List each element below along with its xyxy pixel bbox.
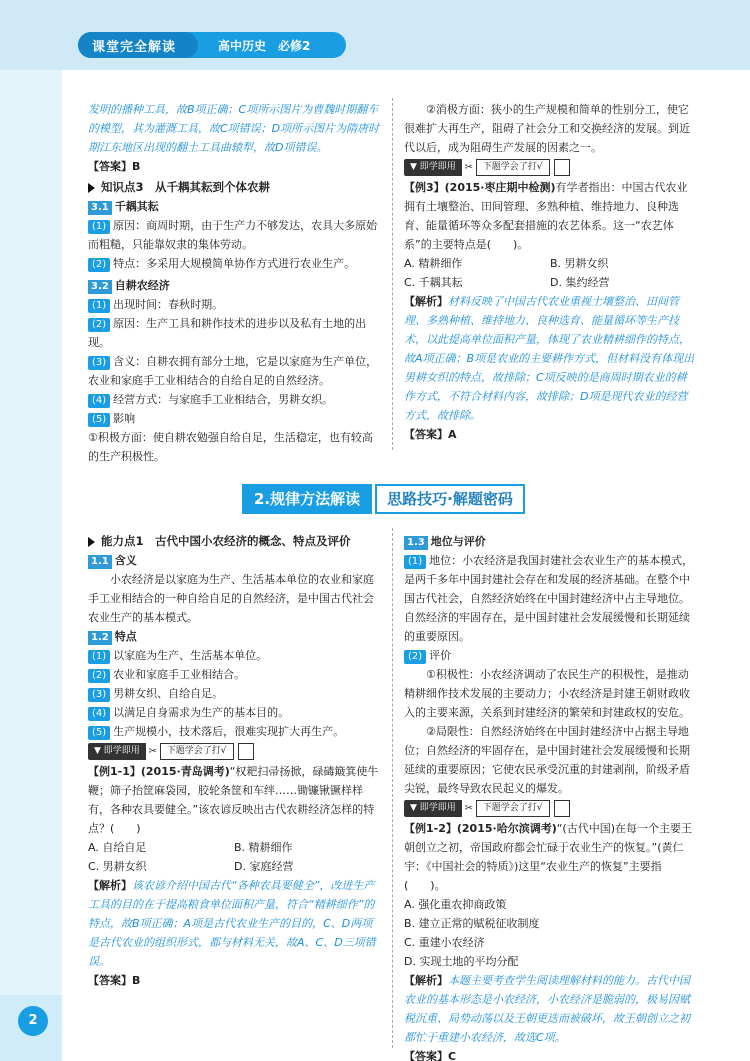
play-triangle-icon [88, 537, 95, 547]
checkbox[interactable] [554, 159, 570, 176]
item-number: (1) [88, 220, 110, 234]
practice-bar [88, 743, 380, 760]
answer-value: A [448, 428, 457, 441]
item-text: 经营方式：与家庭手工业相结合，男耕女织。 [113, 393, 334, 406]
page-header [0, 0, 750, 70]
item-text: 原因：商周时期，由于生产力不够发达，农具大多原始而粗糙，只能靠奴隶的集体劳动。 [88, 219, 378, 251]
example-text: “权耙扫帚扬掀，碌碡簸箕使牛鞭；筛子抬筐麻袋园，胶轮条筐和车绊……锄镰锹镢样样有，各种农具要健全。”该农谚反映出古代农耕经济怎样的特点？( ) [88, 765, 379, 835]
column-divider [392, 528, 393, 1048]
example-label: 【例3】(2015·枣庄期中检测) [404, 181, 556, 194]
item-number: (1) [88, 650, 110, 664]
section-number: 1.1 [88, 555, 112, 569]
item-text: 生产规模小，技术落后，很难实现扩大再生产。 [113, 725, 345, 738]
item-number: (5) [88, 726, 110, 740]
option-d: D. 家庭经营 [234, 860, 294, 873]
item-number: (5) [88, 413, 110, 427]
evaluation-negative: ②局限性：自然经济始终在中国封建经济中占据主导地位；自然经济的牢固存在，是中国封建社会发展缓慢和长期延续的重要原因；它使农民承受沉重的封建剥削，阶级矛盾尖锐，最终导致农民起义的爆发。 [404, 725, 690, 795]
column-divider [392, 98, 393, 450]
answer-label: 【答案】 [88, 160, 132, 173]
item-text: 以家庭为生产、生活基本单位。 [113, 649, 268, 662]
item-text: 农业和家庭手工业相结合。 [113, 668, 246, 681]
example-label: 【例1-1】(2015·青岛调考) [88, 765, 230, 778]
practice-bar [404, 800, 696, 817]
answer-label: 【答案】 [88, 974, 132, 987]
section-number: 1.3 [404, 536, 428, 550]
option-c: C. 重建小农经济 [404, 936, 485, 949]
item-number: (1) [88, 299, 110, 313]
option-a: A. 自给自足 [88, 841, 147, 854]
answer-value: B [132, 160, 141, 173]
item-number: (3) [88, 688, 110, 702]
practice-bar [404, 159, 696, 176]
left-margin-band [0, 0, 62, 1061]
option-d: D. 集约经营 [550, 276, 610, 289]
right-bottom-column [404, 532, 696, 1061]
item-text: 影响 [113, 412, 136, 425]
checkbox[interactable] [554, 800, 570, 817]
item-text: 出现时间：春秋时期。 [113, 298, 224, 311]
item-number: (3) [88, 356, 110, 370]
evaluation-positive: ①积极性：小农经济调动了农民生产的积极性，是推动精耕细作技术发展的主要动力；小农经济是封建王朝财政收入的主要来源，关系到封建经济的繁荣和封建政权的安危。 [404, 668, 690, 719]
item-text: 评价 [429, 649, 452, 662]
right-top-column [404, 100, 696, 444]
play-triangle-icon [88, 183, 95, 193]
option-b: B. 男耕女织 [550, 257, 609, 270]
options [88, 838, 380, 876]
option-a: A. 强化重农抑商政策 [404, 898, 507, 911]
practice-check-label: 下题学会了打√ [476, 800, 550, 817]
option-b: B. 精耕细作 [234, 841, 293, 854]
item-number: (2) [404, 650, 426, 664]
effect-negative: ②消极方面：狭小的生产规模和简单的性别分工，使它很难扩大再生产，阻碍了社会分工和交换经济的发展。到近代以后，成为阻碍生产发展的因素之一。 [404, 103, 690, 154]
section-title: 特点 [114, 630, 137, 643]
item-text: 男耕女织、自给自足。 [113, 687, 224, 700]
item-number: (4) [88, 707, 110, 721]
answer-value: C [448, 1050, 457, 1061]
item-text: 地位：小农经济是我国封建社会农业生产的基本模式，是两千多年中国封建社会存在和发展的经济基础。在整个中国古代社会，自然经济始终在中国封建经济中占主导地位。自然经济的牢固存在，是中国封建社会发展缓慢和长期延续的重要原因。 [404, 554, 694, 643]
analysis-label: 【解析】 [404, 974, 448, 987]
answer-label: 【答案】 [404, 428, 448, 441]
effect-positive: ①积极方面：使自耕农勉强自给自足，生活稳定，也有较高的生产积极性。 [88, 431, 373, 463]
item-text: 特点：多采用大规模简单协作方式进行农业生产。 [113, 257, 356, 270]
section-title: 自耕农经济 [114, 279, 170, 292]
section-number: 3.1 [88, 201, 112, 215]
practice-label: ▼ 即学即用 [404, 159, 462, 176]
option-b: B. 建立正常的赋税征收制度 [404, 917, 540, 930]
answer-label: 【答案】 [404, 1050, 448, 1061]
practice-check-label: 下题学会了打√ [476, 159, 550, 176]
scissors-icon: ✂ [464, 803, 473, 814]
example-text: “(古代中国)在每一个主要王朝创立之初，帝国政府都会忙碌于农业生产的恢复。”(黄仁宇：《中国社会的特质》)这里“农业生产的恢复”主要指( )。 [404, 822, 693, 892]
left-bottom-column [88, 532, 380, 990]
section-number: 1.2 [88, 631, 112, 645]
page-number: 2 [18, 1006, 48, 1036]
analysis-continuation: 发明的播种工具，故B项正确；C项所示图片为曹魏时期翻车的模型，其为灌溉工具，故C项错误；D项所示图片为隋唐时期江东地区出现的翻土工具曲辕犁，故D项错误。 [88, 103, 380, 154]
item-text: 含义：自耕农拥有部分土地，它是以家庭为生产单位，农业和家庭手工业相结合的自给自足的自然经济。 [88, 355, 378, 387]
section-banner [242, 484, 525, 514]
knowledge-point-3-title: 知识点3 从千耦其耘到个体农耕 [101, 180, 270, 194]
scissors-icon: ✂ [148, 746, 157, 757]
banner-title: 2.规律方法解读 [242, 484, 372, 514]
banner-subtitle: 思路技巧·解题密码 [375, 484, 525, 514]
header-title: 课堂完全解读 [92, 40, 177, 55]
example-label: 【例1-2】(2015·哈尔滨调考) [404, 822, 557, 835]
item-text: 原因：生产工具和耕作技术的进步以及私有土地的出现。 [88, 317, 367, 349]
option-d: D. 实现土地的平均分配 [404, 955, 519, 968]
analysis-text: 该农谚介绍中国古代“各种农具要健全”，改进生产工具的目的在于提高粮食单位面积产量，符合“精耕细作”的特点，故B项正确；A项是古代农业生产的目的，C、D两项是古代农业的组织形式，都与材料无关，故A、C、D三项错误。 [88, 879, 376, 968]
practice-label: ▼ 即学即用 [404, 800, 462, 817]
definition-text: 小农经济是以家庭为生产、生活基本单位的农业和家庭手工业相结合的一种自给自足的自然经济，是中国古代社会农业生产的基本模式。 [88, 573, 374, 624]
item-number: (4) [88, 394, 110, 408]
section-number: 3.2 [88, 280, 112, 294]
answer-value: B [132, 974, 141, 987]
option-c: C. 千耦其耘 [404, 276, 463, 289]
header-pill [78, 32, 346, 58]
item-number: (2) [88, 318, 110, 332]
practice-label: ▼ 即学即用 [88, 743, 146, 760]
ability-point-1-title: 能力点1 古代中国小农经济的概念、特点及评价 [101, 534, 351, 548]
example-text: 有学者指出：中国古代农业拥有土壤整治、田间管理、多熟种植、维持地力、良种选育、能量循环等众多配套措施的农艺体系。这一“农艺体系”的主要特点是( )。 [404, 181, 688, 251]
section-title: 地位与评价 [430, 535, 486, 548]
item-text: 以满足自身需求为生产的基本目的。 [113, 706, 290, 719]
header-subtitle: 高中历史 必修2 [218, 39, 311, 53]
analysis-text: 材料反映了中国古代农业重视土壤整治、田间管理、多熟种植、维持地力、良种选育、能量循环等生产技术，以此提高单位面积产量，体现了农业精耕细作的特点，故A项正确；B项是农业的主要耕作方式，但材料没有体现出男耕女织的特点，故排除；C项反映的是商周时期农业的耕作方式，不符合材料内容，故排除；D项是现代农业的经营方式，故排除。 [404, 295, 695, 422]
option-c: C. 男耕女织 [88, 860, 147, 873]
practice-check-label: 下题学会了打√ [160, 743, 234, 760]
options [404, 254, 696, 292]
item-number: (2) [88, 669, 110, 683]
analysis-text: 本题主要考查学生阅读理解材料的能力。古代中国农业的基本形态是小农经济，小农经济是脆弱的，极易因赋税沉重、局势动荡以及王朝更迭而被破坏，故王朝创立之初都忙于重建小农经济，故选C项。 [404, 974, 690, 1044]
analysis-label: 【解析】 [88, 879, 132, 892]
section-title: 含义 [114, 554, 137, 567]
checkbox[interactable] [238, 743, 254, 760]
item-number: (2) [88, 258, 110, 272]
scissors-icon: ✂ [464, 162, 473, 173]
item-number: (1) [404, 555, 426, 569]
analysis-label: 【解析】 [404, 295, 448, 308]
left-top-column [88, 100, 380, 466]
section-title: 千耦其耘 [114, 200, 159, 213]
option-a: A. 精耕细作 [404, 257, 463, 270]
